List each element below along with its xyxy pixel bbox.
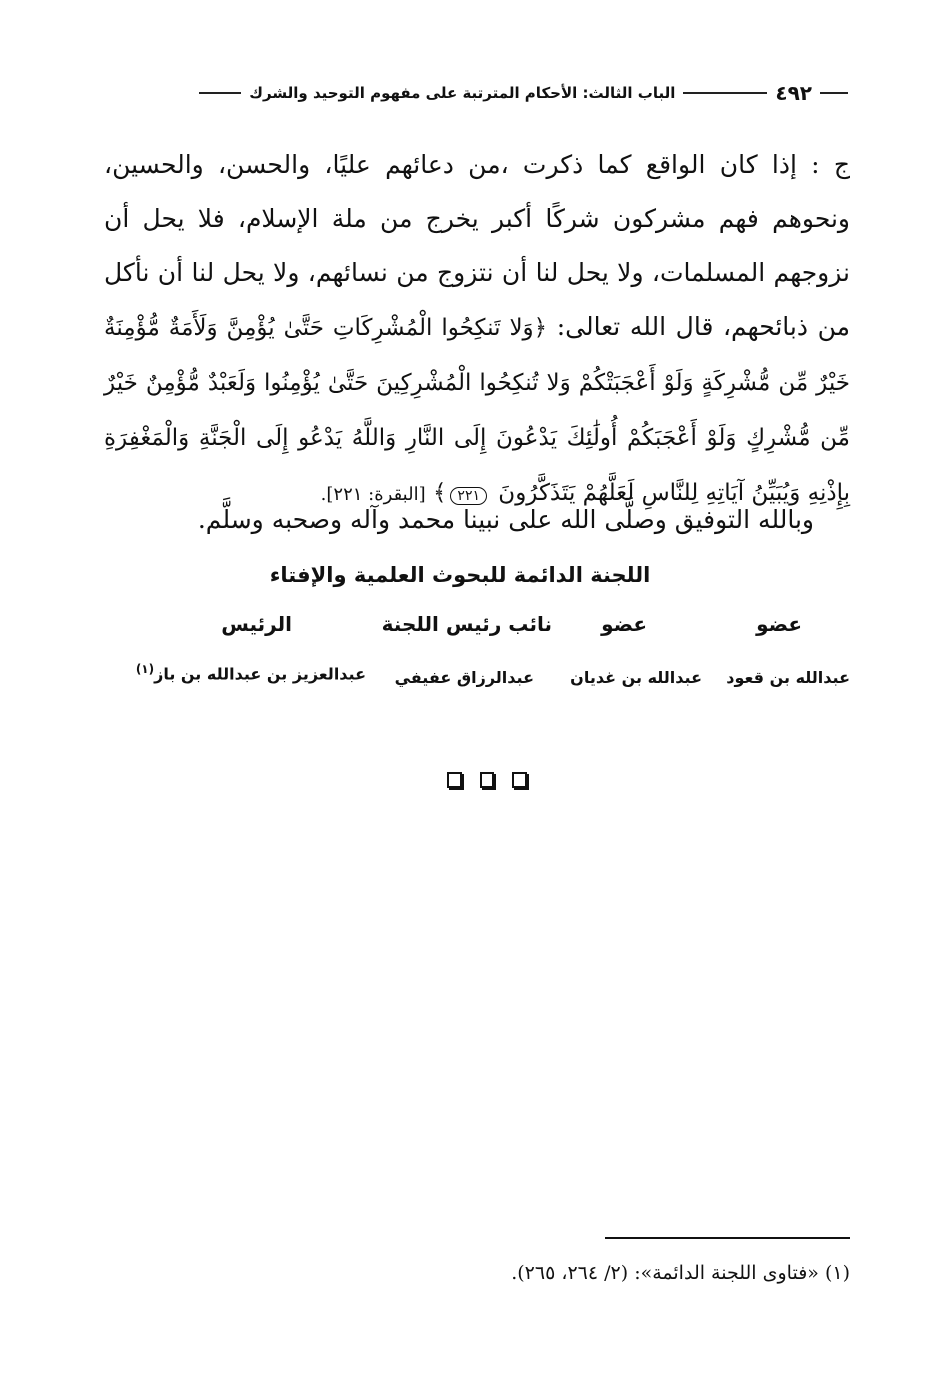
signatory-chair-name	[136, 662, 366, 683]
footnote-marker: (١)	[135, 662, 155, 676]
square-ornament-icon	[480, 772, 495, 788]
signatory-name: عبدالله بن قعود	[726, 668, 850, 687]
quran-open-bracket: ﴿	[533, 315, 548, 341]
chapter-title: الباب الثالث: الأحكام المترتبة على مفهوم التوحيد والشرك	[249, 84, 676, 102]
signatory-name: عبدالعزيز بن عبدالله بن باز	[154, 664, 366, 684]
closing-formula: وبالله التوفيق وصلَّى الله على نبينا محمد وآله وصحبه وسلَّم.	[197, 505, 814, 534]
square-ornament-icon	[512, 772, 527, 788]
quran-quote	[104, 315, 850, 506]
quran-close-bracket: ﴾	[432, 480, 447, 506]
signatory-name: عبدالرزاق عفيفي	[394, 668, 534, 687]
quran-reference: [البقرة: ٢٢١].	[320, 484, 426, 505]
page-number: ٤٩٢	[775, 81, 812, 105]
running-head	[110, 78, 848, 108]
signatory-role: الرئيس	[221, 612, 292, 636]
signatory-name: عبدالله بن غديان	[570, 668, 702, 687]
fatwa-body	[104, 138, 850, 523]
quran-verse: وَلا تَنكِحُوا الْمُشْرِكَاتِ حَتَّىٰ يُؤْمِنَّ وَلَأَمَةٌ مُّؤْمِنَةٌ خَيْرٌ مِّن مُّشْرِكَةٍ وَلَوْ أَعْجَبَتْكُمْ وَلا تُنكِحُوا الْمُشْرِكِينَ حَتَّىٰ يُؤْمِنُوا وَلَعَبْدٌ مُّؤْمِنٌ خَيْرٌ مِّن مُّشْرِكٍ وَلَوْ أَعْجَبَكُمْ أُولَٰئِكَ يَدْعُونَ إِلَى النَّارِ وَاللَّهُ يَدْعُو إِلَى الْجَنَّةِ وَالْمَغْفِرَةِ بِإِذْنِهِ وَيُبَيِّنُ آيَاتِهِ لِلنَّاسِ لَعَلَّهُمْ يَتَذَكَّرُونَ	[104, 315, 850, 506]
section-end-ornament	[447, 772, 527, 788]
header-rule-left	[199, 92, 241, 94]
signatory-role: عضو	[601, 612, 647, 636]
header-rule-middle	[683, 92, 767, 94]
footnote-rule	[605, 1237, 850, 1239]
footnote: (١) «فتاوى اللجنة الدائمة»: (٢/ ٢٦٤، ٢٦٥).	[511, 1262, 850, 1284]
header-rule-right	[820, 92, 848, 94]
committee-name: اللجنة الدائمة للبحوث العلمية والإفتاء	[269, 563, 651, 587]
answer-paragraph	[104, 138, 850, 523]
signatory-role: نائب رئيس اللجنة	[381, 612, 552, 636]
square-ornament-icon	[447, 772, 462, 788]
answer-text: ج : إذا كان الواقع كما ذكرت ،من دعائهم عليًا، والحسن، والحسين، ونحوهم فهم مشركون شركًا أكبر يخرج من ملة الإسلام، فلا يحل أن نزوجهم المسلمات، ولا يحل لنا أن نتزوج من نسائهم، ولا يحل لنا أن نأكل من ذبائحهم، قال الله تعالى:	[104, 150, 851, 341]
ayah-number-medallion: ٢٢١	[450, 487, 487, 505]
signatory-role: عضو	[756, 612, 802, 636]
